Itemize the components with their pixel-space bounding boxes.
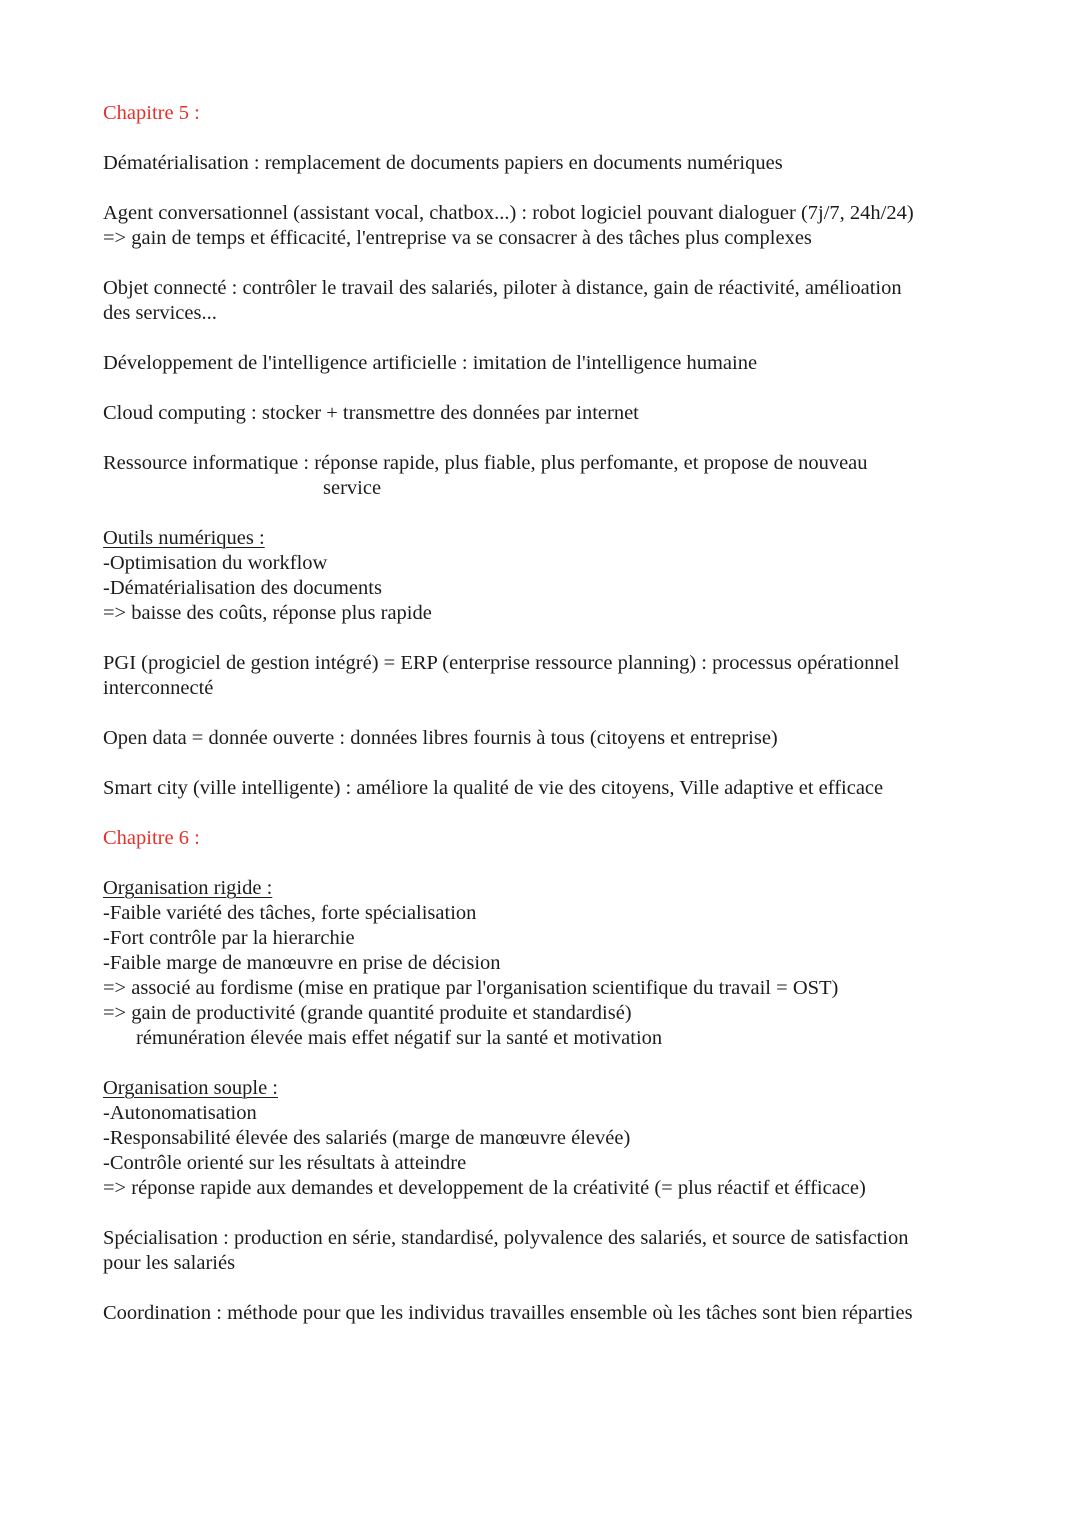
definition-intelligence-artificielle: Développement de l'intelligence artificielle : imitation de l'intelligence humaine xyxy=(103,352,758,374)
ressource-informatique-continuation: service xyxy=(323,477,382,499)
list-item-continuation: rémunération élevée mais effet négatif sur la santé et motivation xyxy=(136,1027,663,1049)
document-body xyxy=(103,101,1003,1326)
list-item: -Dématérialisation des documents xyxy=(103,577,382,599)
list-item: => gain de productivité (grande quantité produite et standardisé) xyxy=(103,1002,632,1024)
definition-cloud-computing: Cloud computing : stocker + transmettre des données par internet xyxy=(103,402,639,424)
specialisation-continuation: pour les salariés xyxy=(103,1252,236,1274)
list-item: => associé au fordisme (mise en pratique par l'organisation scientifique du travail = OST) xyxy=(103,977,839,999)
list-item: => baisse des coûts, réponse plus rapide xyxy=(103,602,432,624)
definition-smart-city: Smart city (ville intelligente) : améliore la qualité de vie des citoyens, Ville adaptive et efficace xyxy=(103,777,884,799)
list-item: -Faible marge de manœuvre en prise de décision xyxy=(103,952,501,974)
list-item: => réponse rapide aux demandes et developpement de la créativité (= plus réactif et éfficace) xyxy=(103,1177,866,1199)
organisation-rigide-heading: Organisation rigide : xyxy=(103,877,273,899)
outils-numeriques-heading: Outils numériques : xyxy=(103,527,265,549)
objet-connecte-continuation: des services... xyxy=(103,302,217,324)
list-item: -Faible variété des tâches, forte spécialisation xyxy=(103,902,477,924)
definition-dematerialisation: Dématérialisation : remplacement de documents papiers en documents numériques xyxy=(103,152,783,174)
organisation-souple-heading: Organisation souple : xyxy=(103,1077,278,1099)
definition-agent-conversationnel: Agent conversationnel (assistant vocal, chatbox...) : robot logiciel pouvant dialoguer (7j/7, 24h/24) xyxy=(103,202,914,224)
list-item: -Optimisation du workflow xyxy=(103,552,328,574)
definition-open-data: Open data = donnée ouverte : données libres fournis à tous (citoyens et entreprise) xyxy=(103,727,778,749)
chapter-6-title: Chapitre 6 : xyxy=(103,827,200,849)
list-item: -Contrôle orienté sur les résultats à atteindre xyxy=(103,1152,467,1174)
list-item: -Responsabilité élevée des salariés (marge de manœuvre élevée) xyxy=(103,1127,631,1149)
definition-coordination: Coordination : méthode pour que les individus travailles ensemble où les tâches sont bien réparties xyxy=(103,1302,913,1324)
agent-conversationnel-consequence: => gain de temps et éfficacité, l'entreprise va se consacrer à des tâches plus complexes xyxy=(103,227,812,249)
definition-objet-connecte: Objet connecté : contrôler le travail des salariés, piloter à distance, gain de réactivité, amélioation xyxy=(103,277,902,299)
pgi-continuation: interconnecté xyxy=(103,677,214,699)
list-item: -Autonomatisation xyxy=(103,1102,257,1124)
list-item: -Fort contrôle par la hierarchie xyxy=(103,927,355,949)
definition-ressource-informatique: Ressource informatique : réponse rapide, plus fiable, plus perfomante, et propose de nouveau xyxy=(103,452,868,474)
definition-pgi: PGI (progiciel de gestion intégré) = ERP (enterprise ressource planning) : processus opérationnel xyxy=(103,652,900,674)
chapter-5-title: Chapitre 5 : xyxy=(103,102,200,124)
definition-specialisation: Spécialisation : production en série, standardisé, polyvalence des salariés, et source de satisfaction xyxy=(103,1227,909,1249)
